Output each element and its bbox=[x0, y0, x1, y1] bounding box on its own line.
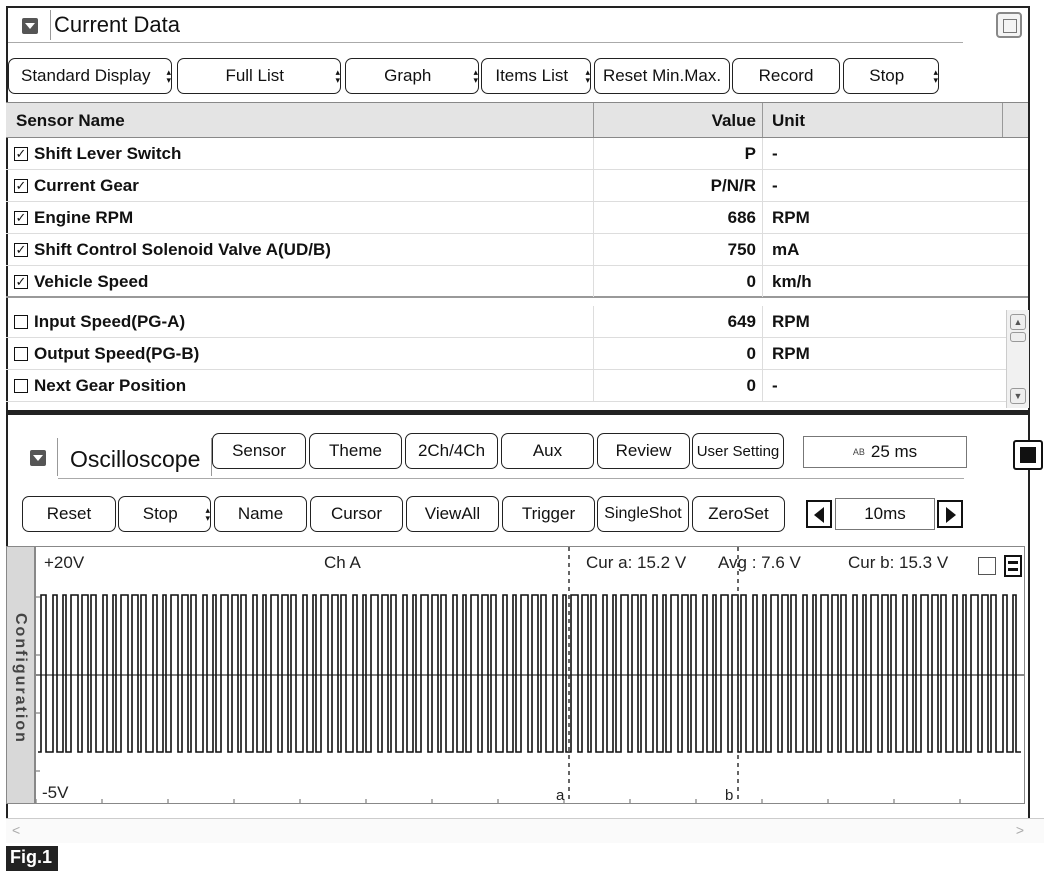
cursor-b-marker[interactable]: b bbox=[725, 787, 734, 804]
record-button[interactable]: Record bbox=[732, 58, 840, 94]
row-checkbox[interactable] bbox=[14, 347, 28, 361]
sensor-value: P bbox=[744, 144, 756, 163]
row-checkbox[interactable] bbox=[14, 315, 28, 329]
reset-min-max-button[interactable]: Reset Min.Max. bbox=[594, 58, 730, 94]
table-row[interactable] bbox=[6, 338, 1028, 370]
row-checkbox[interactable]: ✓ bbox=[15, 274, 27, 289]
channel-label: Ch A bbox=[324, 553, 361, 572]
maximize-icon[interactable] bbox=[996, 12, 1022, 38]
scroll-right-icon[interactable]: > bbox=[1015, 822, 1024, 838]
channel-mode-button[interactable]: 2Ch/4Ch bbox=[405, 433, 498, 469]
row-checkbox[interactable]: ✓ bbox=[15, 146, 27, 161]
aux-button[interactable]: Aux bbox=[501, 433, 594, 469]
row-checkbox[interactable]: ✓ bbox=[15, 210, 27, 225]
sensor-value: 649 bbox=[727, 312, 756, 331]
sensor-unit: RPM bbox=[772, 208, 810, 227]
single-shot-button[interactable]: SingleShot bbox=[597, 496, 689, 532]
table-row[interactable] bbox=[6, 370, 1028, 402]
cursor-button[interactable]: Cursor bbox=[310, 496, 403, 532]
cursor-a-readout: Cur a: 15.2 V bbox=[586, 553, 687, 572]
sensor-unit: - bbox=[772, 176, 778, 195]
scroll-down-icon[interactable]: ▼ bbox=[1010, 388, 1026, 404]
scroll-left-icon[interactable]: < bbox=[12, 822, 21, 838]
trigger-button[interactable]: Trigger bbox=[502, 496, 595, 532]
table-row[interactable] bbox=[6, 202, 1028, 234]
table-row[interactable] bbox=[6, 266, 1028, 298]
bottom-voltage-label: -5V bbox=[42, 783, 69, 802]
reset-button[interactable]: Reset bbox=[22, 496, 116, 532]
sensor-name: Output Speed(PG-B) bbox=[34, 344, 200, 363]
user-setting-button[interactable]: User Setting bbox=[692, 433, 784, 469]
sensor-unit: - bbox=[772, 144, 778, 163]
sensor-unit: RPM bbox=[772, 344, 810, 363]
sensor-unit: - bbox=[772, 376, 778, 395]
sensor-unit: mA bbox=[772, 240, 800, 259]
top-voltage-label: +20V bbox=[44, 553, 85, 572]
cursor-a-marker[interactable]: a bbox=[556, 787, 565, 804]
figure-label: Fig.1 bbox=[6, 846, 58, 871]
value-header[interactable]: Value bbox=[711, 111, 756, 130]
zero-set-button[interactable]: ZeroSet bbox=[692, 496, 785, 532]
view-all-button[interactable]: ViewAll bbox=[406, 496, 499, 532]
scroll-up-icon[interactable]: ▲ bbox=[1010, 314, 1026, 330]
average-readout: Avg : 7.6 V bbox=[718, 553, 801, 572]
table-header bbox=[6, 102, 1028, 138]
sensor-value: 0 bbox=[746, 376, 756, 395]
full-list-select[interactable]: Full List ▴ ▾ bbox=[177, 58, 341, 94]
table-scrollbar[interactable] bbox=[1006, 310, 1029, 408]
table-row[interactable] bbox=[6, 170, 1028, 202]
channel-visibility-checkbox[interactable] bbox=[978, 557, 996, 575]
sensor-name: Engine RPM bbox=[34, 208, 134, 227]
sensor-name: Input Speed(PG-A) bbox=[34, 312, 186, 331]
theme-button[interactable]: Theme bbox=[309, 433, 402, 469]
standard-display-select[interactable]: Standard Display ▴ ▾ bbox=[8, 58, 172, 94]
review-button[interactable]: Review bbox=[597, 433, 690, 469]
sensor-name: Shift Lever Switch bbox=[34, 144, 182, 163]
graph-select[interactable]: Graph ▴ ▾ bbox=[345, 58, 479, 94]
scope-stop-select[interactable]: Stop ▴ ▾ bbox=[118, 496, 211, 532]
sensor-name: Current Gear bbox=[34, 176, 139, 195]
sensor-unit: RPM bbox=[772, 312, 810, 331]
row-checkbox[interactable] bbox=[14, 379, 28, 393]
items-list-select[interactable]: Items List ▴ ▾ bbox=[481, 58, 591, 94]
row-checkbox[interactable]: ✓ bbox=[15, 178, 27, 193]
row-checkbox[interactable]: ✓ bbox=[15, 242, 27, 257]
horizontal-scrollbar[interactable] bbox=[6, 818, 1044, 843]
timebase-increase-icon[interactable] bbox=[937, 500, 963, 528]
sensor-button[interactable]: Sensor bbox=[212, 433, 306, 469]
table-row[interactable] bbox=[6, 306, 1028, 338]
unit-header[interactable]: Unit bbox=[772, 111, 806, 130]
scope-layout-icon[interactable] bbox=[1004, 555, 1022, 577]
current-data-header bbox=[8, 10, 963, 43]
table-row[interactable] bbox=[6, 234, 1028, 266]
waveform-plot bbox=[36, 547, 1024, 803]
current-data-title: Current Data bbox=[54, 12, 180, 37]
sensor-value: P/N/R bbox=[710, 176, 756, 195]
sensor-name-header[interactable]: Sensor Name bbox=[16, 111, 125, 130]
sensor-value: 0 bbox=[746, 344, 756, 363]
collapse-current-data-icon[interactable] bbox=[22, 18, 38, 34]
scroll-thumb[interactable] bbox=[1010, 332, 1026, 342]
collapse-oscilloscope-icon[interactable] bbox=[30, 450, 46, 466]
cursor-b-readout: Cur b: 15.3 V bbox=[848, 553, 949, 572]
sensor-name: Vehicle Speed bbox=[34, 272, 149, 291]
table-row[interactable] bbox=[6, 138, 1028, 170]
sensor-name: Next Gear Position bbox=[34, 376, 187, 395]
sensor-value: 750 bbox=[727, 240, 756, 259]
sensor-value: 0 bbox=[746, 272, 756, 291]
sensor-value: 686 bbox=[727, 208, 756, 227]
name-button[interactable]: Name bbox=[214, 496, 307, 532]
timebase-decrease-icon[interactable] bbox=[806, 500, 832, 528]
waveform-display[interactable] bbox=[35, 546, 1025, 804]
timebase-field[interactable]: 10ms bbox=[835, 498, 935, 530]
sensor-unit: km/h bbox=[772, 272, 812, 291]
sensor-name: Shift Control Solenoid Valve A(UD/B) bbox=[34, 240, 331, 259]
stop-record-icon[interactable] bbox=[1013, 440, 1043, 470]
stop-select[interactable]: Stop ▴ ▾ bbox=[843, 58, 939, 94]
panel-divider[interactable] bbox=[6, 410, 1028, 415]
sample-rate-readout[interactable]: AB 25 ms bbox=[803, 436, 967, 468]
sample-rate-icon: AB bbox=[852, 447, 865, 457]
oscilloscope-title: Oscilloscope bbox=[70, 446, 201, 472]
configuration-tab[interactable]: Configuration bbox=[6, 546, 35, 804]
